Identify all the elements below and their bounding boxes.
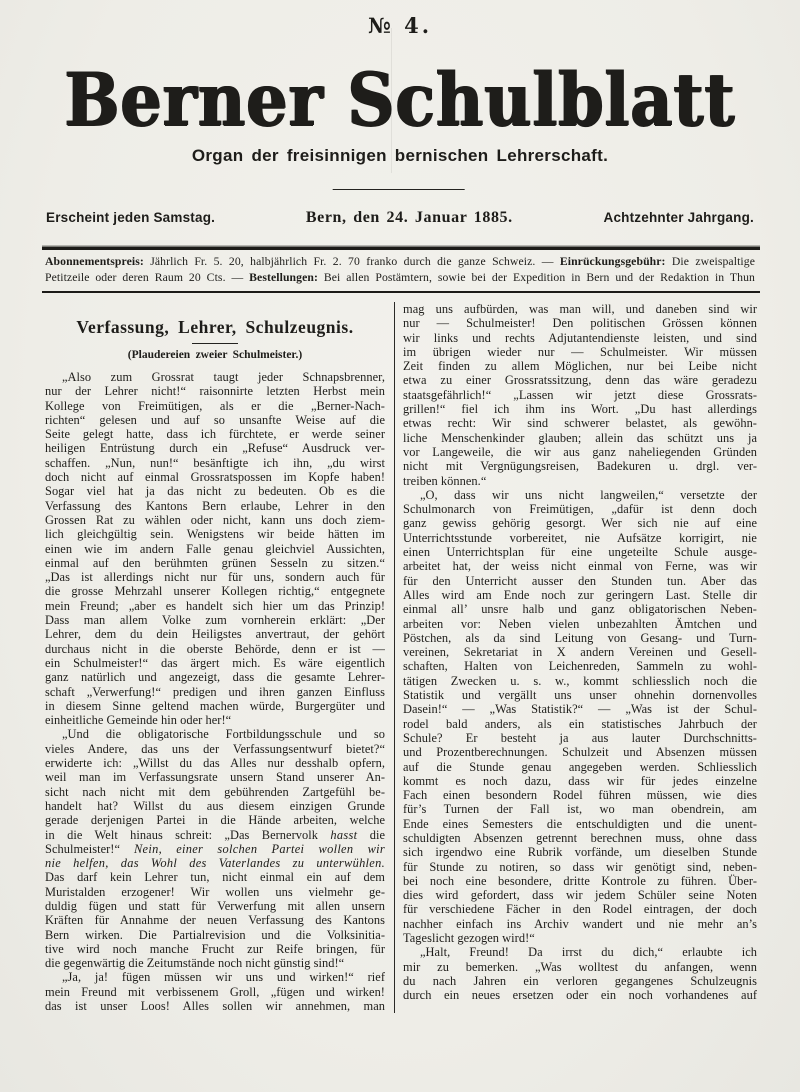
- text-line: handelt hat? Willst du aus diesem einzigen Grunde: [45, 798, 385, 813]
- article: [45, 300, 757, 1013]
- text-line: Dass man allem Volke zum vornherein erklärt: „Der: [45, 613, 385, 628]
- text-line: in diesem Sinne geltend machen würde, Burgergüter und: [45, 698, 385, 713]
- text-line: schaffen. „Nun, nun!“ besänftigte ich ihn, „du wirst: [45, 455, 385, 470]
- text-line: schaften, Halten von Leichenreden, Sammeln zu wohl-: [403, 659, 757, 674]
- text-line: heiligen Entrüstung durch ein „Refuse“ Ausdruck ver-: [45, 441, 385, 456]
- text-line: Grossen Rat zu wählen oder nicht, kann uns doch ziem-: [45, 512, 385, 527]
- text-line: „Ja, ja! fügen müssen wir uns und wirken!“ rief: [62, 970, 385, 985]
- text-line: in die Welt hinaus schreit: „Das Bernervolk hasst die: [45, 827, 385, 842]
- text-line: du nach Jahren ein verloren gegangenes Schulzeugnis: [403, 973, 757, 988]
- text-line: nachher einfach ins Archiv wandert und nie mehr an’s: [403, 916, 757, 931]
- text-line: „Und die obligatorische Fortbildungsschule und so: [62, 727, 385, 742]
- text-line: ganz natürlich und angezeigt, dass die gesamte Lehrer-: [45, 670, 385, 685]
- text-line: Petitzeile oder deren Raum 20 Cts. — Bestellungen: Bei allen Postämtern, sowie bei der Expedition in Bern und der Redaktion in Thun: [45, 270, 755, 284]
- text-line: liche Menschenkinder glauben; allein das schützt uns ja: [403, 430, 757, 445]
- text-line: schuldigten Absenzen getrennt berechnen muss, ohne dass: [403, 830, 757, 845]
- text-line: Schulmeister!“ Nein, einer solchen Partei wollen wir: [45, 841, 385, 856]
- text-line: schaft „Verwerfung!“ predigen und ihren ganzen Einfluss: [45, 684, 385, 699]
- text-line: vor Langeweile, die wir aus ganz naheliegenden Gründen: [403, 444, 757, 459]
- text-line: Kräften für Annahme der neuen Verfassung des Kantons: [45, 913, 385, 928]
- top-rule: [42, 247, 760, 250]
- text-line: Alles wird am Ende noch zur geringern Last. Stelle dir: [403, 587, 757, 602]
- article-text-right: [403, 302, 757, 1003]
- text-line: und Prozentberechnungen. Schulzeit und Absenzen müssen: [403, 745, 757, 760]
- text-line: grillen!“ fiel ich ihm ins Wort. „Du hast allerdings: [403, 402, 757, 417]
- text-line: Tageslicht gezogen wird!“: [403, 931, 535, 946]
- text-line: rodel bald anders, als ein statistisches Jahrbuch der: [403, 716, 757, 731]
- text-line: staatsgefährlich!“ „Lassen wir jetzt diese Grossrats-: [403, 387, 757, 402]
- text-line: einheitliche Gemeinde hin oder her!“: [45, 713, 232, 728]
- article-heading: Verfassung, Lehrer, Schulzeugnis.: [76, 317, 354, 337]
- text-line: vieles Andere, das uns der Verfassungsentwurf bietet?“: [45, 741, 385, 756]
- text-line: für Stunde zu notiren, so dass wir genötigt sind, neben-: [403, 859, 757, 874]
- text-line: einen wie im andern Falle genau gleichviel Aussichten,: [45, 541, 385, 556]
- text-line: Verfassung des Kantons Bern erlaube, Lehrer in den: [45, 498, 385, 513]
- text-line: einmal all’ unsre halb und ganz obligatorischen Neben-: [403, 602, 757, 617]
- text-line: Seite gelegt hatte, dass ich fürchtete, er werde seiner: [45, 427, 385, 442]
- text-line: Lehrer, dem du dein Heiligstes anvertraut, der gehört: [45, 627, 385, 642]
- text-line: gerade derjenigen Partei in die Hände arbeiten, welche: [45, 813, 385, 828]
- newspaper-title: Berner Schulblatt: [64, 58, 736, 144]
- text-line: Zeit finden zu allem Möglichen, nur bei Leibe nicht: [403, 359, 757, 374]
- text-line: „Halt, Freund! Da irrst du dich,“ erlaubte ich: [420, 945, 757, 960]
- dateline-row: [46, 209, 754, 227]
- subtitle-rule: [333, 189, 465, 190]
- text-line: mag uns aufbürden, was man will, und daneben sind wir: [403, 302, 757, 316]
- text-line: Unterrichtsstunde vorbereitet, nie Aufsätze korrigirt, nie: [403, 530, 757, 545]
- text-line: Fach einen besondern Rodel führen müssen, wie dies: [403, 788, 757, 803]
- text-line: einmal auf den berühmten grünen Sesseln zu sitzen.“: [45, 555, 385, 570]
- article-column-left: [45, 300, 385, 1013]
- text-line: etwa zu einer Grossratssitzung, denn das wäre geradezu: [403, 373, 757, 388]
- text-line: für verschiedene Fächer in den Rodel eintragen, der doch: [403, 902, 757, 917]
- issue-number: № 4.: [367, 13, 433, 38]
- text-line: duldig fügen und statt für Verwerfung mit allen unsern: [45, 898, 385, 913]
- volume-info: Achtzehnter Jahrgang.: [603, 210, 754, 225]
- issue-date: Bern, den 24. Januar 1885.: [305, 209, 513, 226]
- text-line: tive wird noch manche Frucht zur Reife bringen, für: [45, 941, 385, 956]
- text-line: nie helfen, das Wohl des Vaterlandes zu unterwühlen.: [45, 856, 385, 871]
- text-line: sicht nach nicht mit dem gebührenden Zartgefühl be-: [45, 784, 385, 799]
- article-text-left: [45, 370, 385, 1013]
- text-line: etwas recht: Wir sind schwerer belastet, als gewöhn-: [403, 416, 757, 431]
- text-line: mein Freund; „aber es handelt sich hier um das Prinzip!: [45, 598, 385, 613]
- imprint-lines: [45, 254, 755, 285]
- text-line: vereinen, Sekretariat in X andern Vereinen und Gesell-: [403, 645, 757, 660]
- text-line: die gegenwärtig die Zeitumstände noch nicht günstig sind!“: [45, 956, 345, 971]
- text-line: nur — Schulmeister! Den politischen Grössen können: [403, 316, 757, 331]
- text-line: Muristalden erzogener! Wir wollen uns vielmehr ge-: [45, 884, 385, 899]
- text-line: weil man im Verfassungsrate unsern Stand unserer An-: [45, 770, 385, 785]
- text-line: Abonnementspreis: Jährlich Fr. 5. 20, halbjährlich Fr. 2. 70 franko durch die ganze Schweiz. — Einrückungsgebühr: Die zweispaltige: [45, 255, 755, 268]
- text-line: bei noch eine besondere, dritte Kontrole zu führen. Über-: [403, 873, 757, 888]
- text-line: Ende eines Semesters die entschuldigten und die unent-: [403, 816, 757, 831]
- text-line: ganz gewiss gehörig gesorgt. Wer sich nie auf eine: [403, 516, 757, 531]
- newspaper-subtitle: Organ der freisinnigen bernischen Lehrerschaft.: [191, 146, 609, 165]
- text-line: Dasein!“ — „Was Statistik?“ — „Was ist der Schul-: [403, 702, 757, 717]
- text-line: Bern wirken. Die Partialrevision und die Volksinitia-: [45, 927, 385, 942]
- text-line: nur der Lehrer nicht!“ raisonnirte letzten Herbst mein: [45, 384, 385, 399]
- text-line: „Also zum Grossrat taugt jeder Schnapsbrenner,: [62, 370, 385, 384]
- text-line: Sogar viel hat ja das nicht zu bedeuten. Ob es die: [45, 484, 385, 499]
- text-line: richten“ gelesen und auf so unsanfte Weise auf die: [45, 412, 385, 427]
- text-line: „O, dass wir uns nicht langweilen,“ versetzte der: [420, 487, 757, 502]
- text-line: ein Schulmeister!“ das ärgert mich. Es wäre eigentlich: [45, 655, 385, 670]
- text-line: treiben können.“: [403, 473, 487, 488]
- text-line: „Das ist allerdings nicht nur für uns, sondern auch für: [45, 570, 385, 585]
- article-subheading: (Plaudereien zweier Schulmeister.): [127, 349, 303, 361]
- text-line: tätigen Zwecken u. s. w., kommt schliesslich noch die: [403, 673, 757, 688]
- text-line: mir zu bemerken. „Was wolltest du anfangen, wenn: [403, 959, 757, 974]
- text-line: mein Freund mit verbissenem Groll, „fügen und wirken!: [45, 984, 385, 999]
- text-line: sich irgendwo eine Rubrik vorfände, um dieselben Stunde: [403, 845, 757, 860]
- text-line: Schule? Er besteht ja aus lauter Durchschnitts-: [403, 730, 757, 745]
- text-line: erwiderte ich: „Willst du das Alles nur desshalb opfern,: [45, 756, 385, 771]
- publication-day: Erscheint jeden Samstag.: [46, 210, 216, 225]
- text-line: Pöstchen, als da sind Leitung von Gesang- und Turn-: [403, 630, 757, 645]
- text-line: die grosse Mehrzahl unserer Kollegen richtig,“ entgegnete: [45, 584, 385, 599]
- text-line: das ist unser Loos! Alles sollen wir annehmen, man: [45, 999, 385, 1014]
- text-line: kommt es noch dazu, dass wir für jedes einzelne: [403, 773, 757, 788]
- text-line: durch ein neues ersetzen oder ein noch vorhandenes auf: [403, 988, 757, 1003]
- text-line: wir links und rechts Adjutantendienste leisten, und sind: [403, 330, 757, 345]
- text-line: arbeiten vor: Neben vielen unbezahlten Ämtchen und: [403, 616, 757, 631]
- text-line: doch nicht auf einmal Grossratspossen im Kopfe haben!: [45, 470, 385, 485]
- text-line: durchaus nicht in die oberste Behörde, denn er ist —: [45, 641, 385, 656]
- imprint-block: [45, 254, 755, 285]
- text-line: Das darf kein Lehrer tun, nicht einmal ein auf dem: [45, 870, 385, 885]
- imprint-rule: [42, 291, 760, 293]
- text-line: für den Unterricht ausser den Stunden tun. Aber das: [403, 573, 757, 588]
- text-line: arbeitet hat, der weiss nicht einmal von Ferne, was wir: [403, 559, 757, 574]
- text-line: dies wird gefordert, dass wir jedem Schüler seine Noten: [403, 888, 757, 903]
- text-line: im übrigen wieder nur — Schulmeister. Wir müssen: [403, 344, 757, 359]
- text-line: Statistik und vergällt uns unser ohnehin dornenvolles: [403, 688, 757, 703]
- text-line: für’s Turnen der Fall ist, wo man obendrein, am: [403, 802, 757, 817]
- text-line: auf die Stunde genau angegeben werden. Schliesslich: [403, 759, 757, 774]
- text-line: Kollege von Freimütigen, als er die „Berner-Nach-: [45, 398, 385, 413]
- text-line: einen Unterrichtsplan für eine ungeteilte Schule ausge-: [403, 545, 757, 560]
- column-divider: [394, 302, 395, 1013]
- heading-rule: [192, 343, 238, 344]
- text-line: nicht mit Vergnügungsreisen, Badekuren u. drgl. ver-: [403, 459, 757, 474]
- article-column-right: [403, 300, 757, 1013]
- text-line: Schulmonarch von Freimütigen, „dafür ist denn doch: [403, 502, 757, 517]
- text-line: lich gleichgültig sein. Wenigstens wir beide hätten im: [45, 527, 385, 542]
